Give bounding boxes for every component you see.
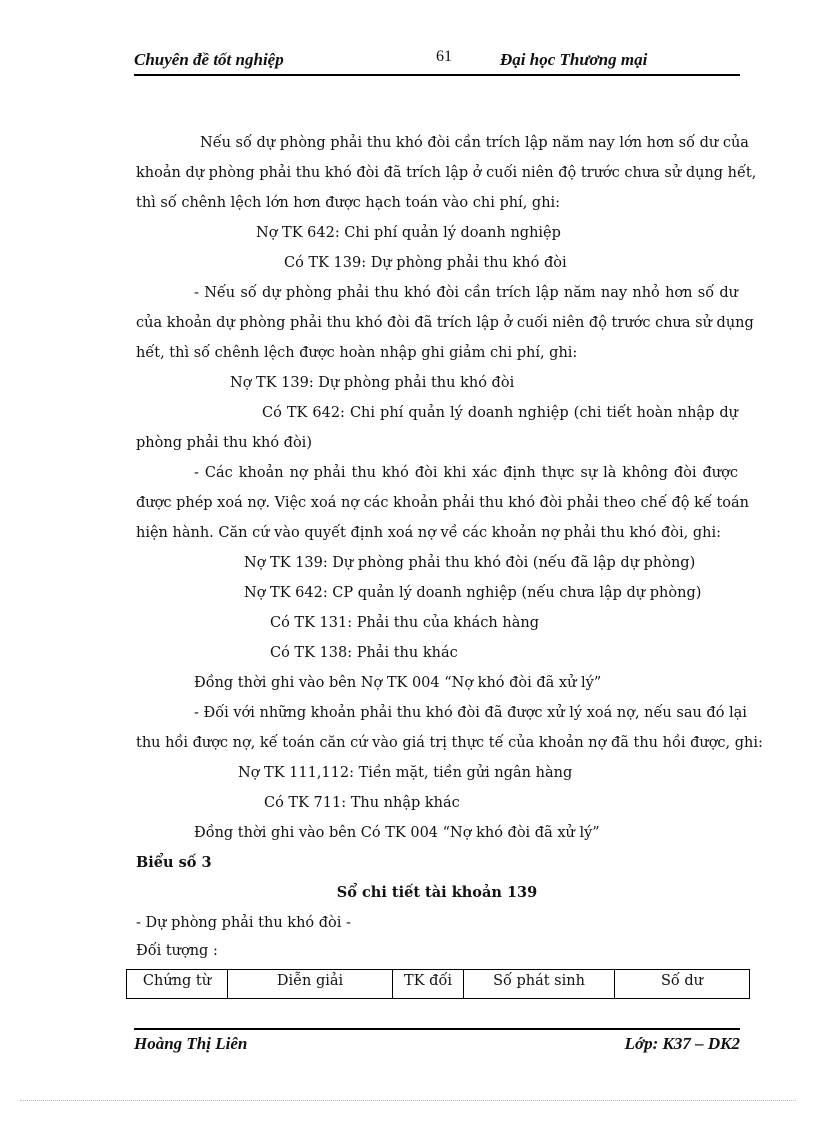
table-header-cell: Số dư <box>615 970 750 999</box>
journal-entry-debit: Nợ TK 642: Chi phí quản lý doanh nghiệp <box>256 225 561 241</box>
page-footer <box>134 1028 740 1060</box>
table-title: Sổ chi tiết tài khoản 139 <box>336 884 538 901</box>
page-number: 61 <box>436 48 452 65</box>
paragraph-line: Đồng thời ghi vào bên Có TK 004 “Nợ khó đòi đã xử lý” <box>194 825 600 841</box>
paragraph-line: của khoản dự phòng phải thu khó đòi đã trích lập ở cuối niên độ trước chưa sử dụng <box>136 315 754 331</box>
class-label: Lớp: K37 – DK2 <box>624 1034 740 1053</box>
page-header <box>134 48 740 76</box>
journal-entry-credit: Có TK 139: Dự phòng phải thu khó đòi <box>284 255 567 271</box>
table-subtitle: - Dự phòng phải thu khó đòi - <box>136 915 351 931</box>
paragraph-line: thu hồi được nợ, kế toán căn cứ vào giá trị thực tế của khoản nợ đã thu hồi được, ghi: <box>136 735 763 751</box>
journal-entry-debit: Nợ TK 642: CP quản lý doanh nghiệp (nếu chưa lập dự phòng) <box>244 585 702 601</box>
journal-entry-debit: Nợ TK 111,112: Tiền mặt, tiền gửi ngân hàng <box>238 765 573 781</box>
table-header-cell: Chứng từ <box>127 970 228 999</box>
journal-entry-debit: Nợ TK 139: Dự phòng phải thu khó đòi (nếu đã lập dự phòng) <box>244 555 696 571</box>
table-header-cell: TK đối <box>393 970 464 999</box>
paragraph-line: - Đối với những khoản phải thu khó đòi đã được xử lý xoá nợ, nếu sau đó lại <box>194 705 747 721</box>
table-header-cell: Số phát sinh <box>464 970 615 999</box>
ledger-table <box>126 969 750 999</box>
paragraph-line: Nếu số dự phòng phải thu khó đòi cần trích lập năm nay lớn hơn số dư của <box>200 135 749 151</box>
paragraph-line: thì số chênh lệch lớn hơn được hạch toán vào chi phí, ghi: <box>136 195 561 211</box>
journal-entry-credit: Có TK 642: Chi phí quản lý doanh nghiệp (chi tiết hoàn nhập dự <box>262 405 738 421</box>
header-right-title: Đại học Thương mại <box>500 50 648 69</box>
paragraph-line: - Các khoản nợ phải thu khó đòi khi xác định thực sự là không đòi được <box>194 465 738 481</box>
header-left-title: Chuyên đề tốt nghiệp <box>134 50 284 69</box>
table-caption-number: Biểu số 3 <box>136 854 212 871</box>
page-edge-divider <box>20 1100 796 1101</box>
paragraph-line: hiện hành. Căn cứ vào quyết định xoá nợ về các khoản nợ phải thu khó đòi, ghi: <box>136 525 721 541</box>
paragraph-line: Đồng thời ghi vào bên Nợ TK 004 “Nợ khó đòi đã xử lý” <box>194 675 602 691</box>
journal-entry-credit: Có TK 138: Phải thu khác <box>270 645 458 661</box>
author-name: Hoàng Thị Liên <box>134 1034 248 1053</box>
paragraph-line: được phép xoá nợ. Việc xoá nợ các khoản phải thu khó đòi phải theo chế độ kế toán <box>136 495 749 511</box>
table-header-cell: Diễn giải <box>228 970 393 999</box>
journal-entry-credit: Có TK 131: Phải thu của khách hàng <box>270 615 539 631</box>
journal-entry-credit: phòng phải thu khó đòi) <box>136 435 312 451</box>
paragraph-line: - Nếu số dự phòng phải thu khó đòi cần trích lập năm nay nhỏ hơn số dư <box>194 285 738 301</box>
journal-entry-debit: Nợ TK 139: Dự phòng phải thu khó đòi <box>230 375 515 391</box>
paragraph-line: khoản dự phòng phải thu khó đòi đã trích lập ở cuối niên độ trước chưa sử dụng hết, <box>136 165 757 181</box>
table-header-row <box>127 970 750 999</box>
paragraph-line: hết, thì số chênh lệch được hoàn nhập ghi giảm chi phí, ghi: <box>136 345 578 361</box>
journal-entry-credit: Có TK 711: Thu nhập khác <box>264 795 460 811</box>
subject-label: Đối tượng : <box>136 943 218 959</box>
